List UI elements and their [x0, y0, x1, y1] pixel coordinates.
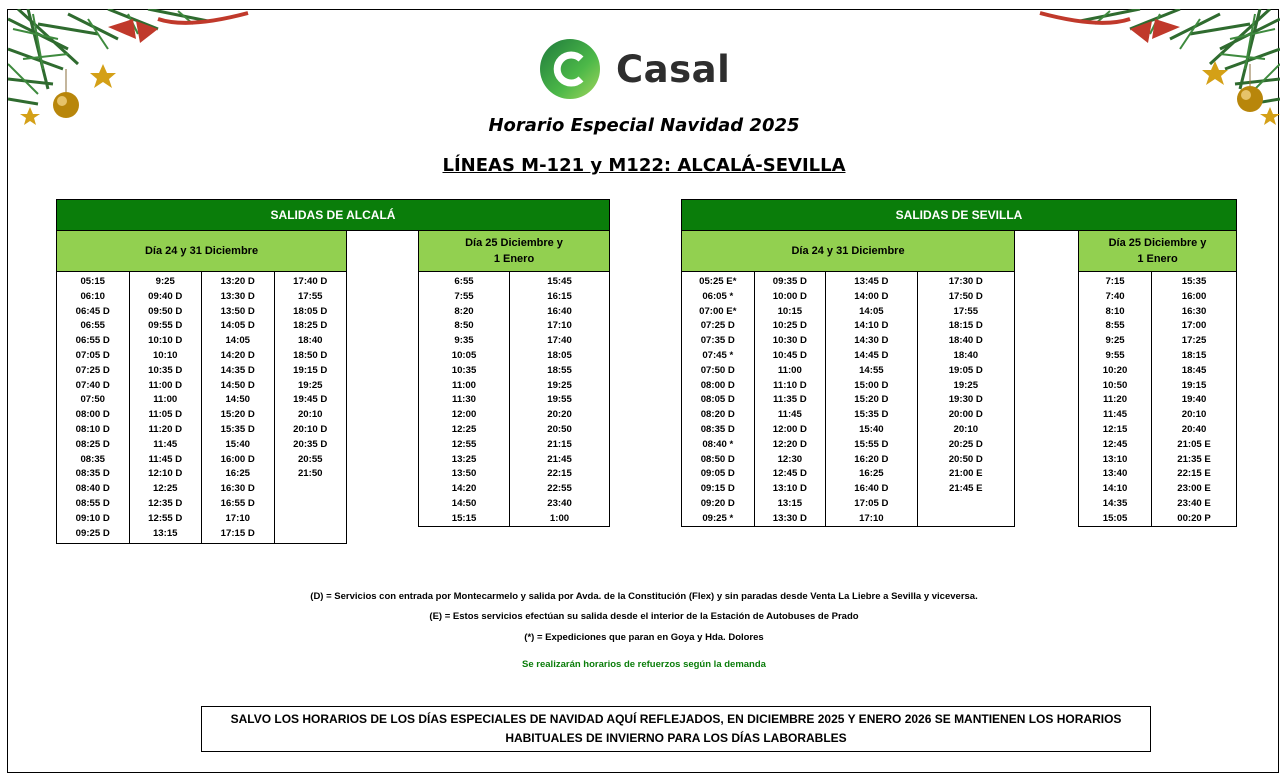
time-cell: 11:00: [153, 394, 178, 406]
time-cell: 21:45: [547, 453, 572, 465]
time-cell: 23:40: [547, 497, 572, 509]
time-cell: 17:10: [225, 512, 251, 524]
sevilla-day24-label: Día 24 y 31 Diciembre: [681, 230, 1015, 272]
time-cell: 20:55: [297, 453, 323, 465]
bottom-notice-line1: SALVO LOS HORARIOS DE LOS DÍAS ESPECIALES DE NAVIDAD AQUÍ REFLEJADOS, EN DICIEMBRE 2025 Y ENERO 2026 SE MANTIENEN LOS HORARIOS: [230, 712, 1122, 726]
time-cell: 10:45 D: [772, 349, 807, 361]
time-cell: 19:15 D: [293, 364, 328, 376]
time-cell: 06:45 D: [75, 305, 110, 317]
time-cell: 13:45 D: [854, 276, 889, 287]
alcala-day24-col-1: [57, 272, 130, 543]
time-cell: 18:05: [547, 349, 572, 361]
time-cell: 11:45: [777, 409, 802, 421]
time-cell: 20:20: [547, 409, 572, 421]
time-cell: 14:45 D: [854, 349, 889, 361]
time-cell: 15:20 D: [220, 409, 255, 421]
sevilla-day25-label-line2: 1 Enero: [1137, 253, 1178, 265]
time-cell: 17:55: [953, 305, 979, 317]
time-cell: 9:25: [155, 276, 175, 287]
time-cell: 10:05: [451, 349, 477, 361]
time-cell: 20:50: [547, 423, 572, 435]
alcala-day24-col-4: [275, 272, 347, 543]
alcala-day25-label-line2: 1 Enero: [493, 253, 535, 265]
time-cell: 11:00 D: [148, 379, 183, 391]
time-cell: 17:05 D: [854, 497, 889, 509]
alcala-day25-label: [418, 230, 610, 272]
christmas-garland-right-decoration: [1030, 9, 1280, 129]
time-cell: 10:10: [152, 349, 178, 361]
time-cell: 09:35 D: [772, 276, 807, 287]
time-cell: 12:00: [451, 409, 477, 421]
time-cell: 09:40 D: [148, 290, 183, 302]
note-refuerzos: Se realizarán horarios de refuerzos según la demanda: [522, 659, 766, 670]
time-cell: 17:10: [547, 320, 572, 332]
sevilla-day25-col-2: [1152, 272, 1236, 526]
time-cell: 19:05 D: [948, 364, 983, 376]
time-cell: 08:20 D: [700, 409, 735, 421]
time-cell: 11:10 D: [773, 379, 807, 391]
time-cell: 11:45: [1103, 409, 1128, 421]
time-cell: 09:05 D: [700, 468, 735, 480]
time-cell: 14:00 D: [854, 290, 889, 302]
time-cell: 10:35 D: [148, 364, 183, 376]
time-cell: 20:10: [297, 409, 323, 421]
time-cell: 06:55 D: [75, 335, 110, 347]
time-cell: 23:40 E: [1177, 497, 1211, 509]
time-cell: 11:45: [153, 438, 178, 450]
time-cell: 13:15: [777, 497, 803, 509]
time-cell: 05:25 E*: [699, 276, 737, 287]
time-cell: 17:25: [1181, 335, 1207, 347]
time-cell: 07:05 D: [75, 349, 110, 361]
time-cell: 15:05: [1102, 512, 1128, 524]
time-cell: 09:55 D: [148, 320, 183, 332]
time-cell: 16:00: [1181, 290, 1207, 302]
time-cell: 07:00 E*: [699, 305, 737, 317]
time-cell: 19:25: [953, 379, 979, 391]
time-cell: 06:55: [80, 320, 106, 332]
time-cell: 14:05 D: [220, 320, 255, 332]
time-cell: 12:25: [451, 423, 477, 435]
time-cell: 12:00 D: [772, 423, 807, 435]
time-cell: 07:35 D: [700, 335, 735, 347]
time-cell: 11:00: [452, 379, 477, 391]
time-cell: 20:35 D: [293, 438, 328, 450]
time-cell: 12:45: [1102, 438, 1128, 450]
time-cell: 14:50 D: [220, 379, 255, 391]
time-cell: 15:55 D: [854, 438, 889, 450]
time-cell: 22:55: [547, 483, 572, 495]
time-cell: 07:40 D: [75, 379, 110, 391]
brand-name: Casal: [616, 47, 731, 91]
time-cell: 18:50 D: [293, 349, 328, 361]
time-cell: 08:00 D: [700, 379, 735, 391]
time-cell: 07:45 *: [702, 349, 734, 361]
time-cell: 09:50 D: [148, 305, 183, 317]
time-cell: 19:25: [547, 379, 572, 391]
time-cell: 7:40: [1105, 290, 1125, 302]
time-cell: 07:25 D: [700, 320, 735, 332]
time-cell: 11:30: [452, 394, 477, 406]
time-cell: 20:00 D: [948, 409, 983, 421]
time-cell: 8:55: [1105, 320, 1125, 332]
time-cell: 9:35: [454, 335, 474, 347]
time-cell: 7:15: [1105, 276, 1125, 287]
time-cell: 13:10: [1102, 453, 1128, 465]
alcala-day24-col-2: [130, 272, 203, 543]
alcala-day25-col-2: [510, 272, 609, 526]
time-cell: 9:25: [1105, 335, 1125, 347]
christmas-garland-left-decoration: [8, 9, 258, 129]
lines-title: LÍNEAS M-121 y M122: ALCALÁ-SEVILLA: [442, 155, 846, 176]
time-cell: 7:55: [454, 290, 474, 302]
time-cell: 11:20: [1103, 394, 1128, 406]
time-cell: 15:40: [225, 438, 251, 450]
time-cell: 10:00 D: [772, 290, 807, 302]
time-cell: 18:40 D: [948, 335, 983, 347]
time-cell: 16:40: [547, 305, 572, 317]
time-cell: 17:30 D: [948, 276, 983, 287]
time-cell: 06:05 *: [702, 290, 734, 302]
sevilla-day24-col-3: [826, 272, 917, 526]
time-cell: 14:10: [1102, 483, 1128, 495]
time-cell: 08:10 D: [75, 423, 110, 435]
time-cell: 13:40: [1102, 468, 1128, 480]
casal-logo-icon: [538, 37, 602, 101]
time-cell: 18:15: [1181, 349, 1207, 361]
time-cell: 11:35 D: [773, 394, 807, 406]
time-cell: 22:15: [547, 468, 572, 480]
time-cell: 16:40 D: [854, 483, 889, 495]
time-cell: 8:20: [454, 305, 474, 317]
time-cell: 16:20 D: [854, 453, 889, 465]
sevilla-day25-label-line1: Día 25 Diciembre y: [1108, 237, 1207, 249]
time-cell: 10:50: [1102, 379, 1128, 391]
time-cell: 20:40: [1181, 423, 1207, 435]
time-cell: 14:20: [451, 483, 477, 495]
alcala-day25-label-line1: Día 25 Diciembre y: [465, 237, 563, 249]
time-cell: 1:00: [549, 512, 570, 524]
time-cell: 07:25 D: [75, 364, 110, 376]
time-cell: 14:30 D: [854, 335, 889, 347]
time-cell: 13:50 D: [220, 305, 255, 317]
note-d: (D) = Servicios con entrada por Montecarmelo y salida por Avda. de la Constitución (Flex) y sin paradas desde Venta La Liebre a Sevilla y viceversa.: [310, 591, 978, 602]
time-cell: 15:35 D: [854, 409, 889, 421]
time-cell: 21:00 E: [948, 468, 983, 480]
subtitle: Horario Especial Navidad 2025: [488, 115, 800, 136]
time-cell: 12:15: [1102, 423, 1128, 435]
time-cell: 15:35: [1181, 276, 1207, 287]
time-cell: 09:10 D: [75, 512, 110, 524]
time-cell: 12:10 D: [148, 468, 183, 480]
time-cell: 14:05: [225, 335, 251, 347]
time-cell: 6:55: [454, 276, 474, 287]
time-cell: 13:30 D: [220, 290, 255, 302]
time-cell: 15:40: [859, 423, 884, 435]
time-cell: 18:40: [297, 335, 323, 347]
sevilla-day24-col-2: [755, 272, 827, 526]
time-cell: 15:35 D: [220, 423, 255, 435]
bottom-notice: [201, 706, 1151, 752]
time-cell: 06:10: [80, 290, 106, 302]
time-cell: 16:30: [1181, 305, 1207, 317]
time-cell: 9:55: [1105, 349, 1125, 361]
time-cell: 18:15 D: [948, 320, 983, 332]
time-cell: 19:15: [1181, 379, 1207, 391]
time-cell: 20:10: [953, 423, 979, 435]
time-cell: 08:35 D: [75, 468, 110, 480]
note-e: (E) = Estos servicios efectúan su salida desde el interior de la Estación de Autobuses de Prado: [429, 611, 859, 622]
time-cell: 07:50: [80, 394, 106, 406]
alcala-day25-table: [418, 271, 610, 527]
time-cell: 13:50: [451, 468, 477, 480]
time-cell: 13:20 D: [220, 276, 255, 287]
time-cell: 11:20 D: [148, 423, 183, 435]
sevilla-day24-col-4: [918, 272, 1014, 526]
time-cell: 10:15: [777, 305, 803, 317]
time-cell: 10:25 D: [772, 320, 807, 332]
time-cell: 13:30 D: [772, 512, 807, 524]
bottom-notice-line2: HABITUALES DE INVIERNO PARA LOS DÍAS LABORABLES: [505, 731, 847, 745]
time-cell: 19:40: [1181, 394, 1207, 406]
time-cell: 17:55: [297, 290, 323, 302]
time-cell: 08:35: [80, 453, 106, 465]
time-cell: 12:35 D: [148, 497, 183, 509]
time-cell: 11:05 D: [148, 409, 183, 421]
time-cell: 14:50: [451, 497, 477, 509]
time-cell: 10:20: [1102, 364, 1128, 376]
time-cell: 20:25 D: [948, 438, 983, 450]
time-cell: 14:55: [859, 364, 884, 376]
time-cell: 12:20 D: [772, 438, 807, 450]
time-cell: 05:15: [80, 276, 106, 287]
time-cell: 12:30: [777, 453, 803, 465]
time-cell: 10:35: [451, 364, 477, 376]
time-cell: 17:15 D: [220, 527, 255, 539]
time-cell: 13:15: [152, 527, 178, 539]
time-cell: 19:55: [547, 394, 572, 406]
time-cell: 20:50 D: [948, 453, 983, 465]
alcala-day24-col-3: [202, 272, 275, 543]
sevilla-header: SALIDAS DE SEVILLA: [681, 199, 1237, 231]
time-cell: 8:10: [1105, 305, 1125, 317]
time-cell: 22:15 E: [1177, 468, 1211, 480]
time-cell: 17:40 D: [293, 276, 328, 287]
time-cell: 19:30 D: [948, 394, 983, 406]
time-cell: 21:35 E: [1177, 453, 1211, 465]
time-cell: 17:10: [859, 512, 884, 524]
time-cell: 15:20 D: [854, 394, 889, 406]
time-cell: 19:25: [297, 379, 323, 391]
time-cell: 14:50: [225, 394, 251, 406]
time-cell: 11:00: [777, 364, 802, 376]
time-cell: 08:35 D: [700, 423, 735, 435]
time-cell: 08:50 D: [700, 453, 735, 465]
time-cell: 18:05 D: [293, 305, 328, 317]
note-star: (*) = Expediciones que paran en Goya y Hda. Dolores: [524, 632, 764, 643]
time-cell: 20:10: [1181, 409, 1207, 421]
time-cell: 07:50 D: [700, 364, 735, 376]
time-cell: 12:55 D: [148, 512, 183, 524]
time-cell: 21:45 E: [948, 483, 983, 495]
time-cell: 18:55: [547, 364, 572, 376]
time-cell: 08:00 D: [75, 409, 110, 421]
time-cell: 19:45 D: [293, 394, 328, 406]
sevilla-day25-col-1: [1079, 272, 1152, 526]
sevilla-day25-table: [1078, 271, 1237, 527]
time-cell: 08:40 D: [75, 483, 110, 495]
time-cell: 16:25: [859, 468, 884, 480]
time-cell: 08:55 D: [75, 497, 110, 509]
time-cell: 18:45: [1181, 364, 1207, 376]
time-cell: 17:00: [1181, 320, 1207, 332]
sevilla-day25-label: [1078, 230, 1237, 272]
casal-logo: [538, 38, 730, 100]
time-cell: 21:15: [547, 438, 572, 450]
time-cell: 17:50 D: [948, 290, 983, 302]
time-cell: 21:50: [297, 468, 323, 480]
time-cell: 13:10 D: [772, 483, 807, 495]
sevilla-day24-col-1: [682, 272, 755, 526]
time-cell: 12:55: [451, 438, 477, 450]
time-cell: 15:45: [547, 276, 572, 287]
time-cell: 10:30 D: [772, 335, 807, 347]
alcala-day25-col-1: [419, 272, 510, 526]
time-cell: 16:25: [225, 468, 251, 480]
time-cell: 16:00 D: [220, 453, 255, 465]
time-cell: 18:40: [953, 349, 979, 361]
alcala-day24-table: [56, 271, 347, 544]
time-cell: 12:25: [152, 483, 178, 495]
time-cell: 12:45 D: [772, 468, 807, 480]
time-cell: 09:20 D: [700, 497, 735, 509]
time-cell: 8:50: [454, 320, 474, 332]
time-cell: 16:30 D: [220, 483, 255, 495]
time-cell: 17:40: [547, 335, 572, 347]
time-cell: 11:45 D: [148, 453, 183, 465]
time-cell: 15:15: [451, 512, 477, 524]
time-cell: 14:05: [859, 305, 884, 317]
time-cell: 15:00 D: [854, 379, 889, 391]
time-cell: 14:35: [1102, 497, 1128, 509]
time-cell: 16:15: [547, 290, 572, 302]
time-cell: 23:00 E: [1177, 483, 1211, 495]
time-cell: 18:25 D: [293, 320, 328, 332]
time-cell: 14:10 D: [854, 320, 889, 332]
time-cell: 21:05 E: [1177, 438, 1211, 450]
time-cell: 09:25 *: [702, 512, 734, 524]
time-cell: 08:25 D: [75, 438, 110, 450]
sevilla-day24-table: [681, 271, 1015, 527]
alcala-header: SALIDAS DE ALCALÁ: [56, 199, 610, 231]
time-cell: 09:25 D: [75, 527, 110, 539]
time-cell: 08:05 D: [700, 394, 735, 406]
time-cell: 20:10 D: [293, 423, 328, 435]
alcala-day24-label: Día 24 y 31 Diciembre: [56, 230, 347, 272]
time-cell: 10:10 D: [148, 335, 183, 347]
time-cell: 13:25: [451, 453, 477, 465]
time-cell: 14:35 D: [220, 364, 255, 376]
time-cell: 16:55 D: [220, 497, 255, 509]
time-cell: 08:40 *: [702, 438, 734, 450]
time-cell: 00:20 P: [1177, 512, 1211, 524]
time-cell: 14:20 D: [220, 349, 255, 361]
time-cell: 09:15 D: [700, 483, 735, 495]
